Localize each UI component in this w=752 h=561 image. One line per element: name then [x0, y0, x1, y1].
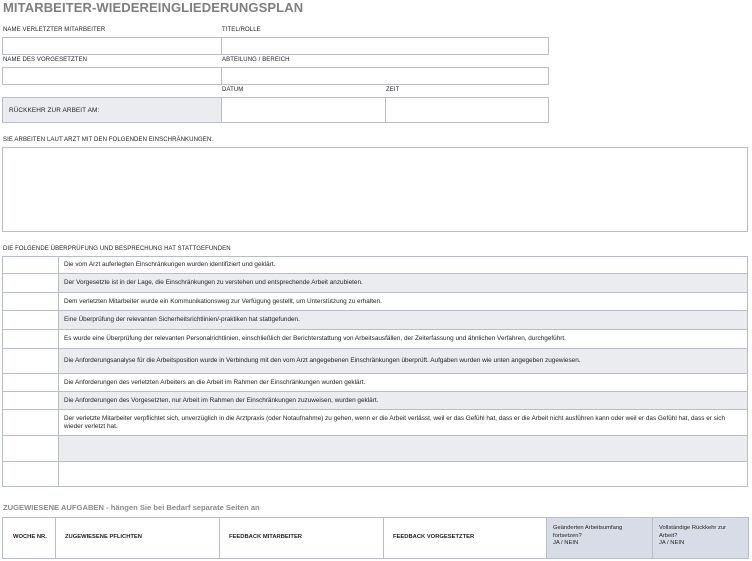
review-row [3, 349, 748, 374]
review-row [3, 311, 748, 330]
review-item-text: Der Vorgesetzte ist in der Lage, die Einschränkungen zu verstehen und entsprechende Arbeit anzubieten. [59, 274, 748, 293]
return-time-field[interactable] [385, 97, 549, 123]
column-duties-header: ZUGEWIESENE PFLICHTEN [56, 518, 220, 559]
review-item-text: Der verletzte Mitarbeiter verpflichtet sich, unverzüglich in die Arztpraxis (oder Notaufnahme) zu gehen, wenn er die Arbeit verlässt, weil er das Gefühl hat, dass er die Arbeit nicht ausführen kann oder weil er das Gefühl hat, dass er sich wieder verletzt hat. [59, 410, 748, 436]
role-label: TITEL/ROLLE [222, 27, 261, 33]
role-field[interactable] [221, 37, 549, 55]
column-employee-feedback-header: FEEDBACK MITARBEITER [220, 518, 384, 559]
department-label: ABTEILUNG / BEREICH [222, 57, 290, 63]
review-row [3, 392, 748, 410]
review-checkbox[interactable] [3, 374, 59, 392]
review-checkbox[interactable] [3, 274, 59, 293]
review-item-text: Die Anforderungsanalyse für die Arbeitsposition wurde in Verbindung mit den vom Arzt angegebenen Einschränkungen überprüft. Aufgaben wurden wie unten angegeben zugewiesen. [59, 349, 748, 374]
review-checkbox[interactable] [3, 410, 59, 436]
review-checkbox[interactable] [3, 330, 59, 349]
review-checkbox[interactable] [3, 293, 59, 311]
review-item-text[interactable] [59, 436, 748, 462]
review-item-text: Die Anforderungen des Vorgesetzten, nur Arbeit im Rahmen der Einschränkungen zuzuweisen, wurden geklärt. [59, 392, 748, 410]
review-row [3, 462, 748, 487]
full-return-question: Vollständige Rückkehr zur Arbeit? [659, 525, 727, 539]
review-row [3, 293, 748, 311]
review-row [3, 330, 748, 349]
return-to-work-label: RÜCKKEHR ZUR ARBEIT AM: [9, 107, 100, 114]
review-item-text: Es wurde eine Überprüfung der relevanten Personalrichtlinien, einschließlich der Berichterstattung von Arbeitsausfällen, der Zeiterfassung und ähnlichen Verfahren, durchgeführt. [59, 330, 748, 349]
review-checkbox[interactable] [3, 462, 59, 487]
page-title: MITARBEITER-WIEDEREINGLIEDERUNGSPLAN [3, 0, 304, 15]
column-supervisor-feedback-header: FEEDBACK VORGESETZTER [384, 518, 547, 559]
review-row [3, 436, 748, 462]
employee-name-label: NAME VERLETZTER MITARBEITER [3, 27, 106, 33]
review-row [3, 410, 748, 436]
review-item-text: Eine Überprüfung der relevanten Sicherheitsrichtlinien/-praktiken hat stattgefunden. [59, 311, 748, 330]
employee-name-field[interactable] [2, 37, 222, 55]
supervisor-name-field[interactable] [2, 67, 222, 85]
tasks-table [2, 517, 749, 559]
review-heading: DIE FOLGENDE ÜBERPRÜFUNG UND BESPRECHUNG HAT STATTGEFUNDEN [3, 246, 231, 252]
review-item-text: Dem verletzten Mitarbeiter wurde ein Kommunikationsweg zur Verfügung gestellt, um Unterstützung zu erhalten. [59, 293, 748, 311]
review-checkbox[interactable] [3, 311, 59, 330]
time-label: ZEIT [386, 87, 400, 93]
restrictions-field[interactable] [2, 147, 748, 232]
continue-scope-question: Geänderten Arbeitsumfang fortsetzen? [553, 525, 623, 539]
date-label: DATUM [222, 87, 244, 93]
review-checkbox[interactable] [3, 392, 59, 410]
return-date-field[interactable] [221, 97, 386, 123]
column-continue-scope-header [547, 518, 653, 559]
review-checkbox[interactable] [3, 436, 59, 462]
supervisor-name-label: NAME DES VORGESETZTEN [3, 57, 88, 63]
tasks-heading: ZUGEWIESENE AUFGABEN - hängen Sie bei Bedarf separate Seiten an [3, 503, 260, 512]
review-row [3, 374, 748, 392]
full-return-options: JA / NEIN [659, 540, 685, 546]
column-week-header: WOCHE NR. [3, 518, 56, 559]
review-item-text[interactable] [59, 462, 748, 487]
review-item-text: Die vom Arzt auferlegten Einschränkungen wurden identifiziert und geklärt. [59, 257, 748, 274]
continue-scope-options: JA / NEIN [553, 540, 579, 546]
review-row [3, 274, 748, 293]
return-to-work-cell [2, 97, 222, 123]
review-row [3, 257, 748, 274]
restrictions-label: SIE ARBEITEN LAUT ARZT MIT DEN FOLGENDEN EINSCHRÄNKUNGEN: [3, 137, 214, 143]
review-item-text: Die Anforderungen des verletzten Arbeiters an die Arbeit im Rahmen der Einschränkungen wurden geklärt. [59, 374, 748, 392]
review-table [2, 256, 748, 487]
review-checkbox[interactable] [3, 349, 59, 374]
department-field[interactable] [221, 67, 549, 85]
column-full-return-header [653, 518, 749, 559]
review-checkbox[interactable] [3, 257, 59, 274]
